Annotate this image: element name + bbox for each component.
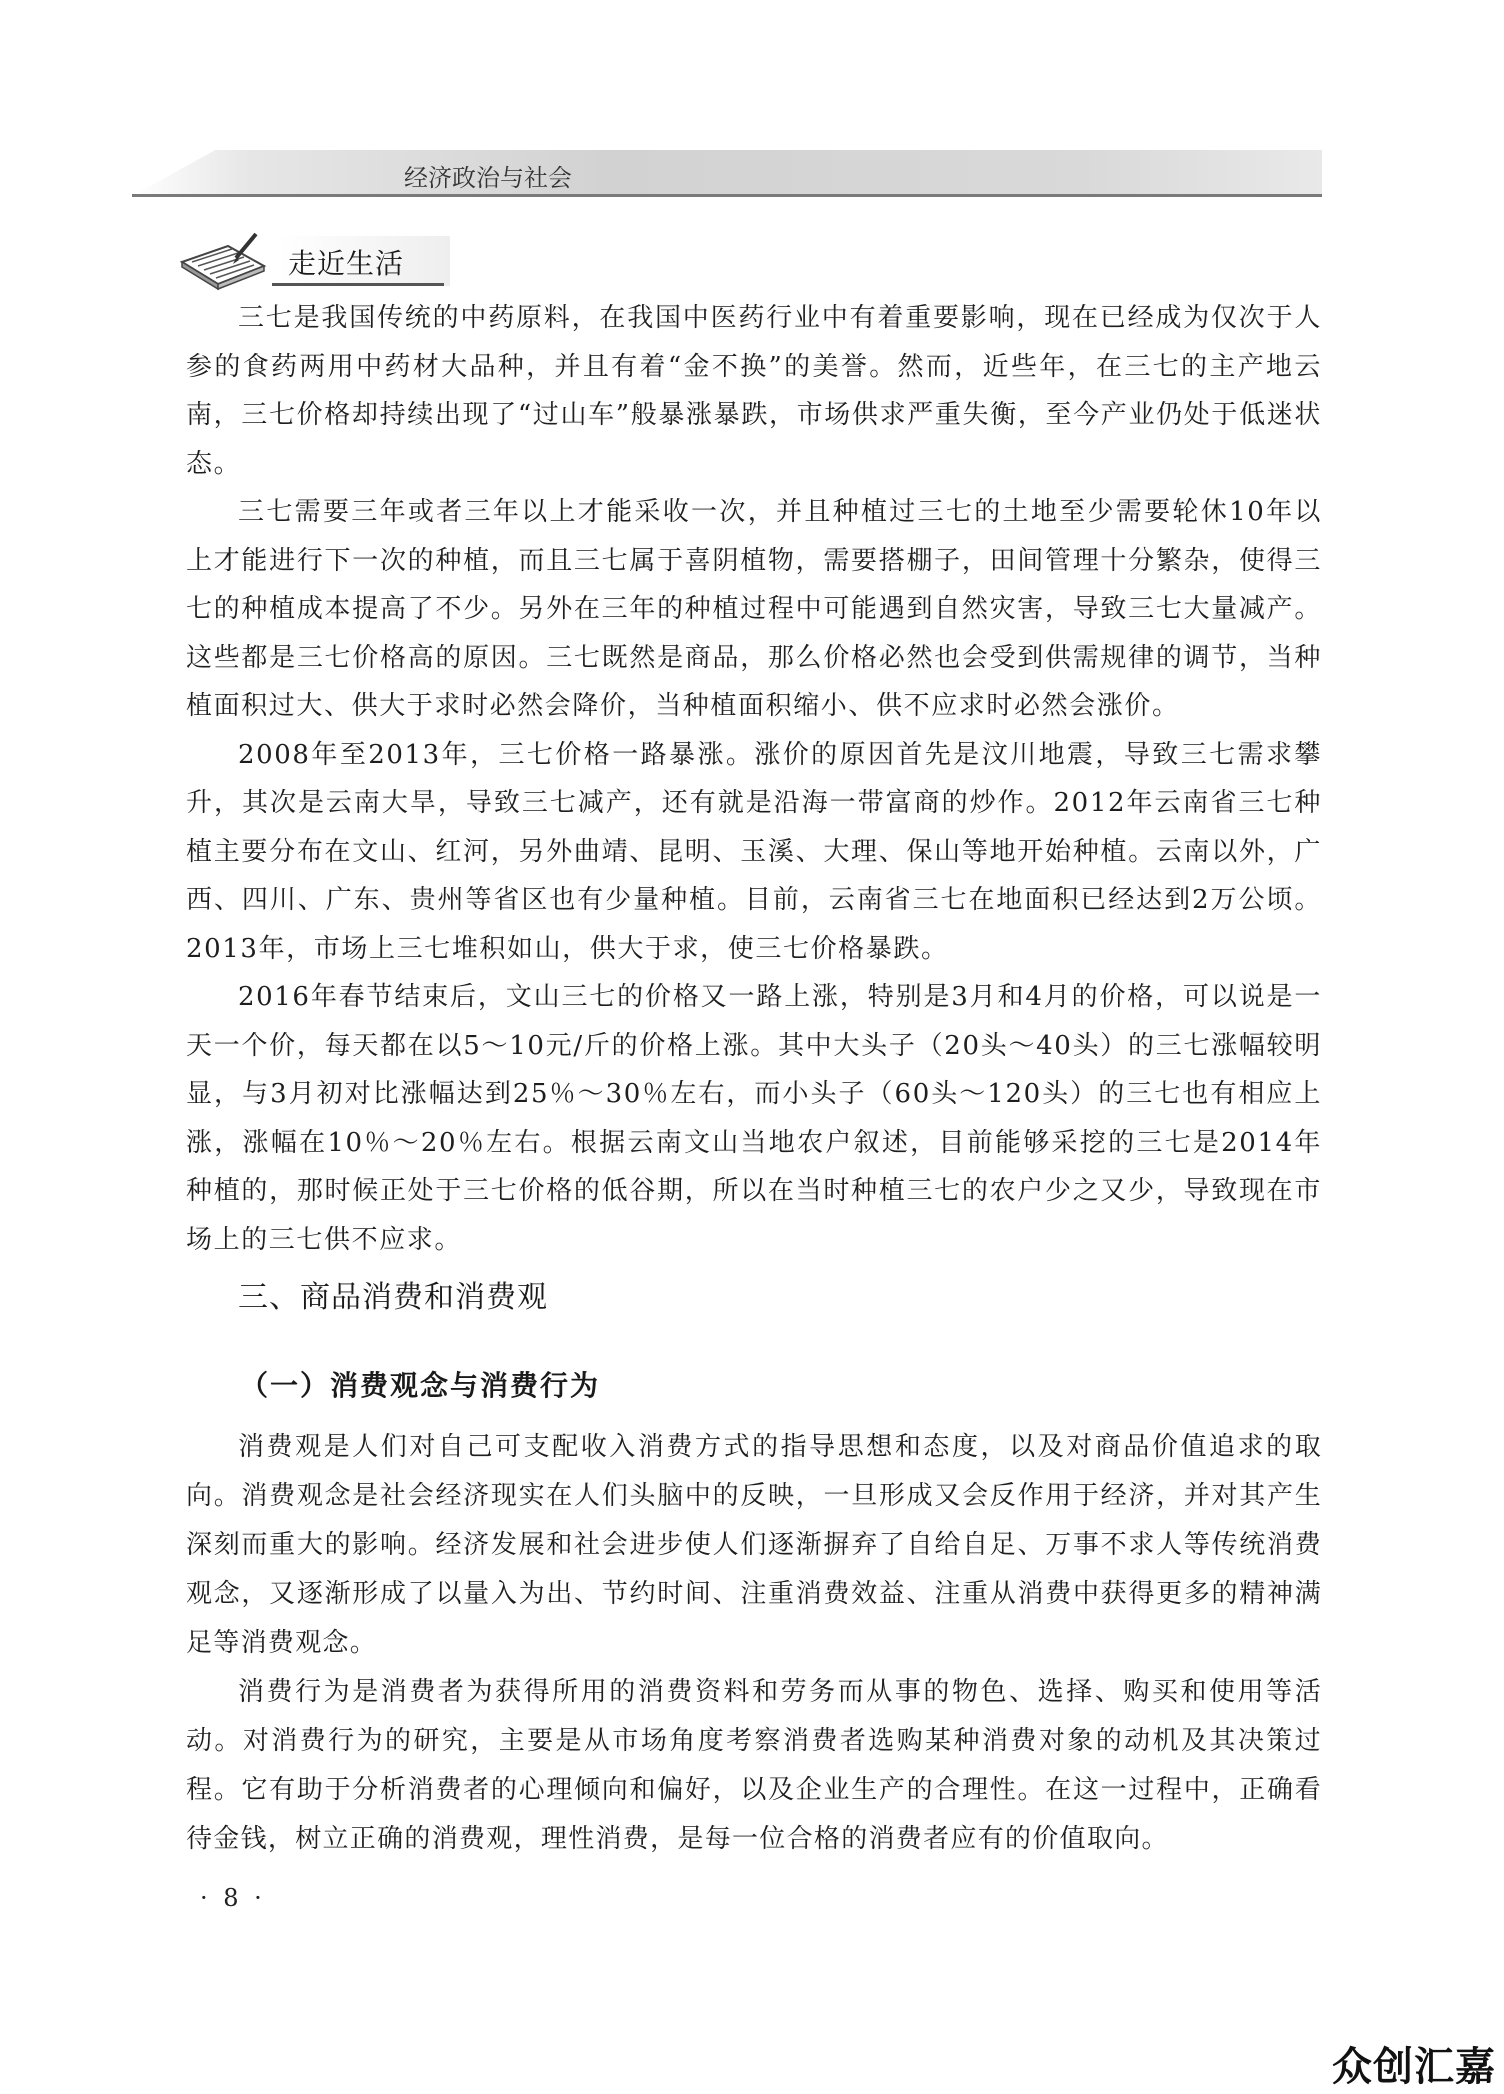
header-band [132,150,1322,196]
life-paragraph: 2008年至2013年，三七价格一路暴涨。涨价的原因首先是汶川地震，导致三七需求攀升，其次是云南大旱，导致三七减产，还有就是沿海一带富商的炒作。2012年云南省三七种植主要分布在文山、红河，另外曲靖、昆明、玉溪、大理、保山等地开始种植。云南以外，广西、四川、广东、贵州等省区也有少量种植。目前，云南省三七在地面积已经达到2万公顷。2013年，市场上三七堆积如山，供大于求，使三七价格暴跌。 [186,739,1322,964]
body-content [186,1423,1322,1864]
life-box-label [178,232,444,292]
body-paragraph: 消费观是人们对自己可支配收入消费方式的指导思想和态度，以及对商品价值追求的取向。消费观念是社会经济现实在人们头脑中的反映，一旦形成又会反作用于经济，并对其产生深刻而重大的影响。经济发展和社会进步使人们逐渐摒弃了自给自足、万事不求人等传统消费观念，又逐渐形成了以量入为出、节约时间、注重消费效益、注重从消费中获得更多的精神满足等消费观念。 [186,1432,1322,1658]
body-paragraph: 消费行为是消费者为获得所用的消费资料和劳务而从事的物色、选择、购买和使用等活动。对消费行为的研究，主要是从市场角度考察消费者选购某种消费对象的动机及其决策过程。它有助于分析消费者的心理倾向和偏好，以及企业生产的合理性。在这一过程中，正确看待金钱，树立正确的消费观，理性消费，是每一位合格的消费者应有的价值取向。 [186,1677,1322,1854]
page-number: · 8 · [200,1884,266,1912]
life-paragraph: 三七需要三年或者三年以上才能采收一次，并且种植过三七的土地至少需要轮休10年以上才能进行下一次的种植，而且三七属于喜阴植物，需要搭棚子，田间管理十分繁杂，使得三七的种植成本提高了不少。另外在三年的种植过程中可能遇到自然灾害，导致三七大量减产。这些都是三七价格高的原因。三七既然是商品，那么价格必然也会受到供需规律的调节，当种植面积过大、供大于求时必然会降价，当种植面积缩小、供不应求时必然会涨价。 [186,497,1322,721]
header-title: 经济政治与社会 [404,164,572,192]
life-paragraph: 三七是我国传统的中药原料，在我国中医药行业中有着重要影响，现在已经成为仅次于人参的食药两用中药材大品种，并且有着“金不换”的美誉。然而，近些年，在三七的主产地云南，三七价格却持续出现了“过山车”般暴涨暴跌，市场供求严重失衡，至今产业仍处于低迷状态。 [186,303,1322,479]
header-rule [132,194,1322,197]
running-header [132,150,1322,198]
life-paragraph: 2016年春节结束后，文山三七的价格又一路上涨，特别是3月和4月的价格，可以说是一天一个价，每天都在以5～10元/斤的价格上涨。其中大头子（20头～40头）的三七涨幅较明显，与3月初对比涨幅达到25％～30％左右，而小头子（60头～120头）的三七也有相应上涨，涨幅在10％～20％左右。根据云南文山当地农户叙述，目前能够采挖的三七是2014年种植的，那时候正处于三七价格的低谷期，所以在当时种植三七的农户少之又少，导致现在市场上的三七供不应求。 [186,982,1322,1255]
watermark-logo: 众创汇嘉 [1332,2044,1496,2090]
life-content [186,294,1322,1264]
subsection-heading: （一）消费观念与消费行为 [240,1369,601,1402]
label-underline [272,283,444,286]
life-box-title: 走近生活 [288,247,405,280]
section-heading: 三、商品消费和消费观 [238,1280,548,1315]
notebook-pencil-icon [178,232,268,292]
